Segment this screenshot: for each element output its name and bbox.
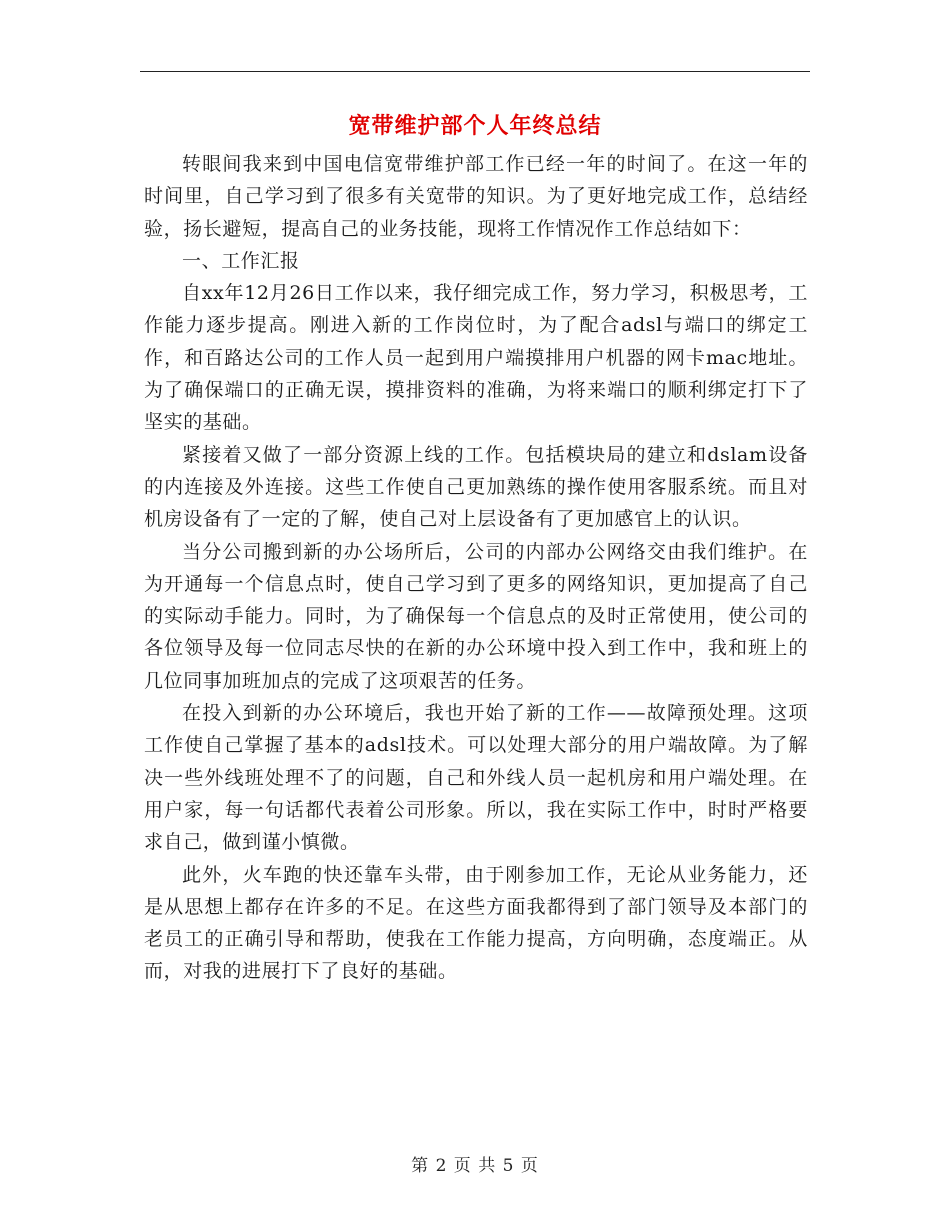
paragraph-resource-online: 紧接着又做了一部分资源上线的工作。包括模块局的建立和dslam设备的内连接及外连接。这些工作使自己更加熟练的操作使用客服系统。而且对机房设备有了一定的了解，使自己对上层设备有了更加感官上的认识。 — [144, 443, 808, 531]
header-rule — [140, 71, 810, 72]
paragraph-fault-preprocessing: 在投入到新的办公环境后，我也开始了新的工作——故障预处理。这项工作使自己掌握了基本的adsl技术。可以处理大部分的用户端故障。为了解决一些外线班处理不了的问题，自己和外线人员一起机房和用户端处理。在用户家，每一句话都代表着公司形象。所以，我在实际工作中，时时严格要求自己，做到谨小慎微。 — [144, 702, 808, 854]
document-body — [144, 148, 808, 988]
page-number-footer: 第 2 页 共 5 页 — [411, 1156, 539, 1176]
paragraph-start-work: 自xx年12月26日工作以来，我仔细完成工作，努力学习，积极思考，工作能力逐步提高。刚进入新的工作岗位时，为了配合adsl与端口的绑定工作，和百路达公司的工作人员一起到用户端摸排用户机器的网卡mac地址。为了确保端口的正确无误，摸排资料的准确，为将来端口的顺利绑定打下了坚实的基础。 — [144, 282, 808, 434]
document-title: 宽带维护部个人年终总结 — [348, 113, 602, 139]
paragraph-guidance: 此外，火车跑的快还靠车头带，由于刚参加工作，无论从业务能力，还是从思想上都存在许多的不足。在这些方面我都得到了部门领导及本部门的老员工的正确引导和帮助，使我在工作能力提高，方向明确，态度端正。从而，对我的进展打下了良好的基础。 — [144, 863, 808, 983]
paragraph-office-network: 当分公司搬到新的办公场所后，公司的内部办公网络交由我们维护。在为开通每一个信息点时，使自己学习到了更多的网络知识，更加提高了自己的实际动手能力。同时，为了确保每一个信息点的及时正常使用，使公司的各位领导及每一位同志尽快的在新的办公环境中投入到工作中，我和班上的几位同事加班加点的完成了这项艰苦的任务。 — [144, 540, 808, 692]
section-heading-work-report: 一、工作汇报 — [182, 249, 300, 272]
paragraph-intro: 转眼间我来到中国电信宽带维护部工作已经一年的时间了。在这一年的时间里，自己学习到了很多有关宽带的知识。为了更好地完成工作，总结经验，扬长避短，提高自己的业务技能，现将工作情况作工作总结如下： — [144, 153, 808, 240]
